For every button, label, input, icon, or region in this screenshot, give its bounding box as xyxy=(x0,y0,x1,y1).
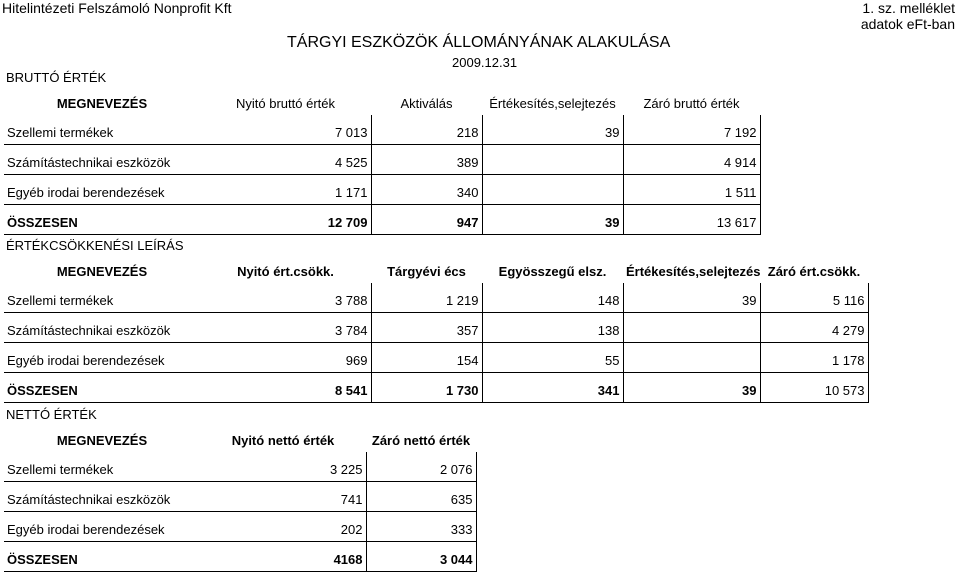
column-header: Záró ért.csökk. xyxy=(767,264,861,279)
cell: 5 116 xyxy=(760,283,868,313)
cell: 138 xyxy=(482,313,623,343)
cell: 1 171 xyxy=(200,175,371,205)
cell: 13 617 xyxy=(623,205,760,235)
section-title-depreciation: ÉRTÉKCSÖKKENÉSI LEÍRÁS xyxy=(6,238,184,253)
report-date: 2009.12.31 xyxy=(452,55,518,70)
column-header: Értékesítés,selejtezés xyxy=(626,264,761,279)
cell: 4 525 xyxy=(200,145,371,175)
table-row xyxy=(4,512,476,542)
cell: 4 279 xyxy=(760,313,868,343)
column-header: Nyitó nettó érték xyxy=(231,433,335,448)
cell xyxy=(482,175,623,205)
cell: 202 xyxy=(200,512,366,542)
table-row xyxy=(4,283,868,313)
cell: 10 573 xyxy=(760,373,868,403)
row-name: Egyéb irodai berendezések xyxy=(4,175,200,205)
unit-label: adatok eFt-ban xyxy=(860,16,955,32)
column-header: Értékesítés,selejtezés xyxy=(489,96,616,111)
cell: 12 709 xyxy=(200,205,371,235)
cell: 635 xyxy=(366,482,476,512)
cell: 39 xyxy=(482,205,623,235)
column-header: Záró nettó érték xyxy=(371,433,471,448)
section-title-gross: BRUTTÓ ÉRTÉK xyxy=(6,70,107,85)
cell: 947 xyxy=(371,205,482,235)
cell: 148 xyxy=(482,283,623,313)
column-header: MEGNEVEZÉS xyxy=(56,96,148,111)
column-header: Nyitó ért.csökk. xyxy=(237,264,334,279)
table-row xyxy=(4,115,760,145)
cell: 1 511 xyxy=(623,175,760,205)
table-row xyxy=(4,313,868,343)
table-row xyxy=(4,343,868,373)
cell xyxy=(482,145,623,175)
cell: 7 013 xyxy=(200,115,371,145)
cell: 8 541 xyxy=(200,373,371,403)
cell: 3 044 xyxy=(366,542,476,572)
cell: 341 xyxy=(482,373,623,403)
table-header-row xyxy=(4,427,476,452)
cell: 39 xyxy=(482,115,623,145)
column-header: Tárgyévi écs xyxy=(387,264,466,279)
cell: 3 225 xyxy=(200,452,366,482)
row-name: Szellemi termékek xyxy=(4,283,200,313)
cell: 3 784 xyxy=(200,313,371,343)
cell: 154 xyxy=(371,343,482,373)
cell: 55 xyxy=(482,343,623,373)
cell: 1 178 xyxy=(760,343,868,373)
cell: 1 219 xyxy=(371,283,482,313)
appendix-label: 1. sz. melléklet xyxy=(862,0,955,16)
cell: 4 914 xyxy=(623,145,760,175)
row-name: ÖSSZESEN xyxy=(4,373,200,403)
row-name: ÖSSZESEN xyxy=(4,542,200,572)
cell xyxy=(623,313,760,343)
total-row xyxy=(4,373,868,403)
row-name: Egyéb irodai berendezések xyxy=(4,512,200,542)
cell: 389 xyxy=(371,145,482,175)
column-header: Aktiválás xyxy=(400,96,453,111)
section-title-net: NETTÓ ÉRTÉK xyxy=(6,407,97,422)
table-header-row xyxy=(4,258,868,283)
cell: 741 xyxy=(200,482,366,512)
cell: 7 192 xyxy=(623,115,760,145)
total-row xyxy=(4,542,476,572)
net-value-table xyxy=(4,427,477,572)
cell: 357 xyxy=(371,313,482,343)
row-name: Szellemi termékek xyxy=(4,115,200,145)
table-row xyxy=(4,482,476,512)
row-name: Szellemi termékek xyxy=(4,452,200,482)
cell: 218 xyxy=(371,115,482,145)
row-name: Számítástechnikai eszközök xyxy=(4,313,200,343)
column-header: MEGNEVEZÉS xyxy=(56,264,148,279)
row-name: Egyéb irodai berendezések xyxy=(4,343,200,373)
cell: 39 xyxy=(623,283,760,313)
row-name: Számítástechnikai eszközök xyxy=(4,145,200,175)
page-title: TÁRGYI ESZKÖZÖK ÁLLOMÁNYÁNAK ALAKULÁSA xyxy=(287,34,671,51)
column-header: MEGNEVEZÉS xyxy=(56,433,148,448)
gross-value-table xyxy=(4,90,761,235)
depreciation-table xyxy=(4,258,869,403)
cell: 969 xyxy=(200,343,371,373)
table-row xyxy=(4,175,760,205)
table-header-row xyxy=(4,90,760,115)
column-header: Egyösszegű elsz. xyxy=(498,264,607,279)
table-row xyxy=(4,145,760,175)
table-row xyxy=(4,452,476,482)
row-name: Számítástechnikai eszközök xyxy=(4,482,200,512)
company-name: Hitelintézeti Felszámoló Nonprofit Kft xyxy=(2,0,232,16)
total-row xyxy=(4,205,760,235)
cell: 3 788 xyxy=(200,283,371,313)
column-header: Nyitó bruttó érték xyxy=(236,96,335,111)
row-name: ÖSSZESEN xyxy=(4,205,200,235)
cell: 4168 xyxy=(200,542,366,572)
column-header: Záró bruttó érték xyxy=(643,96,740,111)
cell: 340 xyxy=(371,175,482,205)
cell: 2 076 xyxy=(366,452,476,482)
cell xyxy=(623,343,760,373)
cell: 39 xyxy=(623,373,760,403)
cell: 333 xyxy=(366,512,476,542)
cell: 1 730 xyxy=(371,373,482,403)
